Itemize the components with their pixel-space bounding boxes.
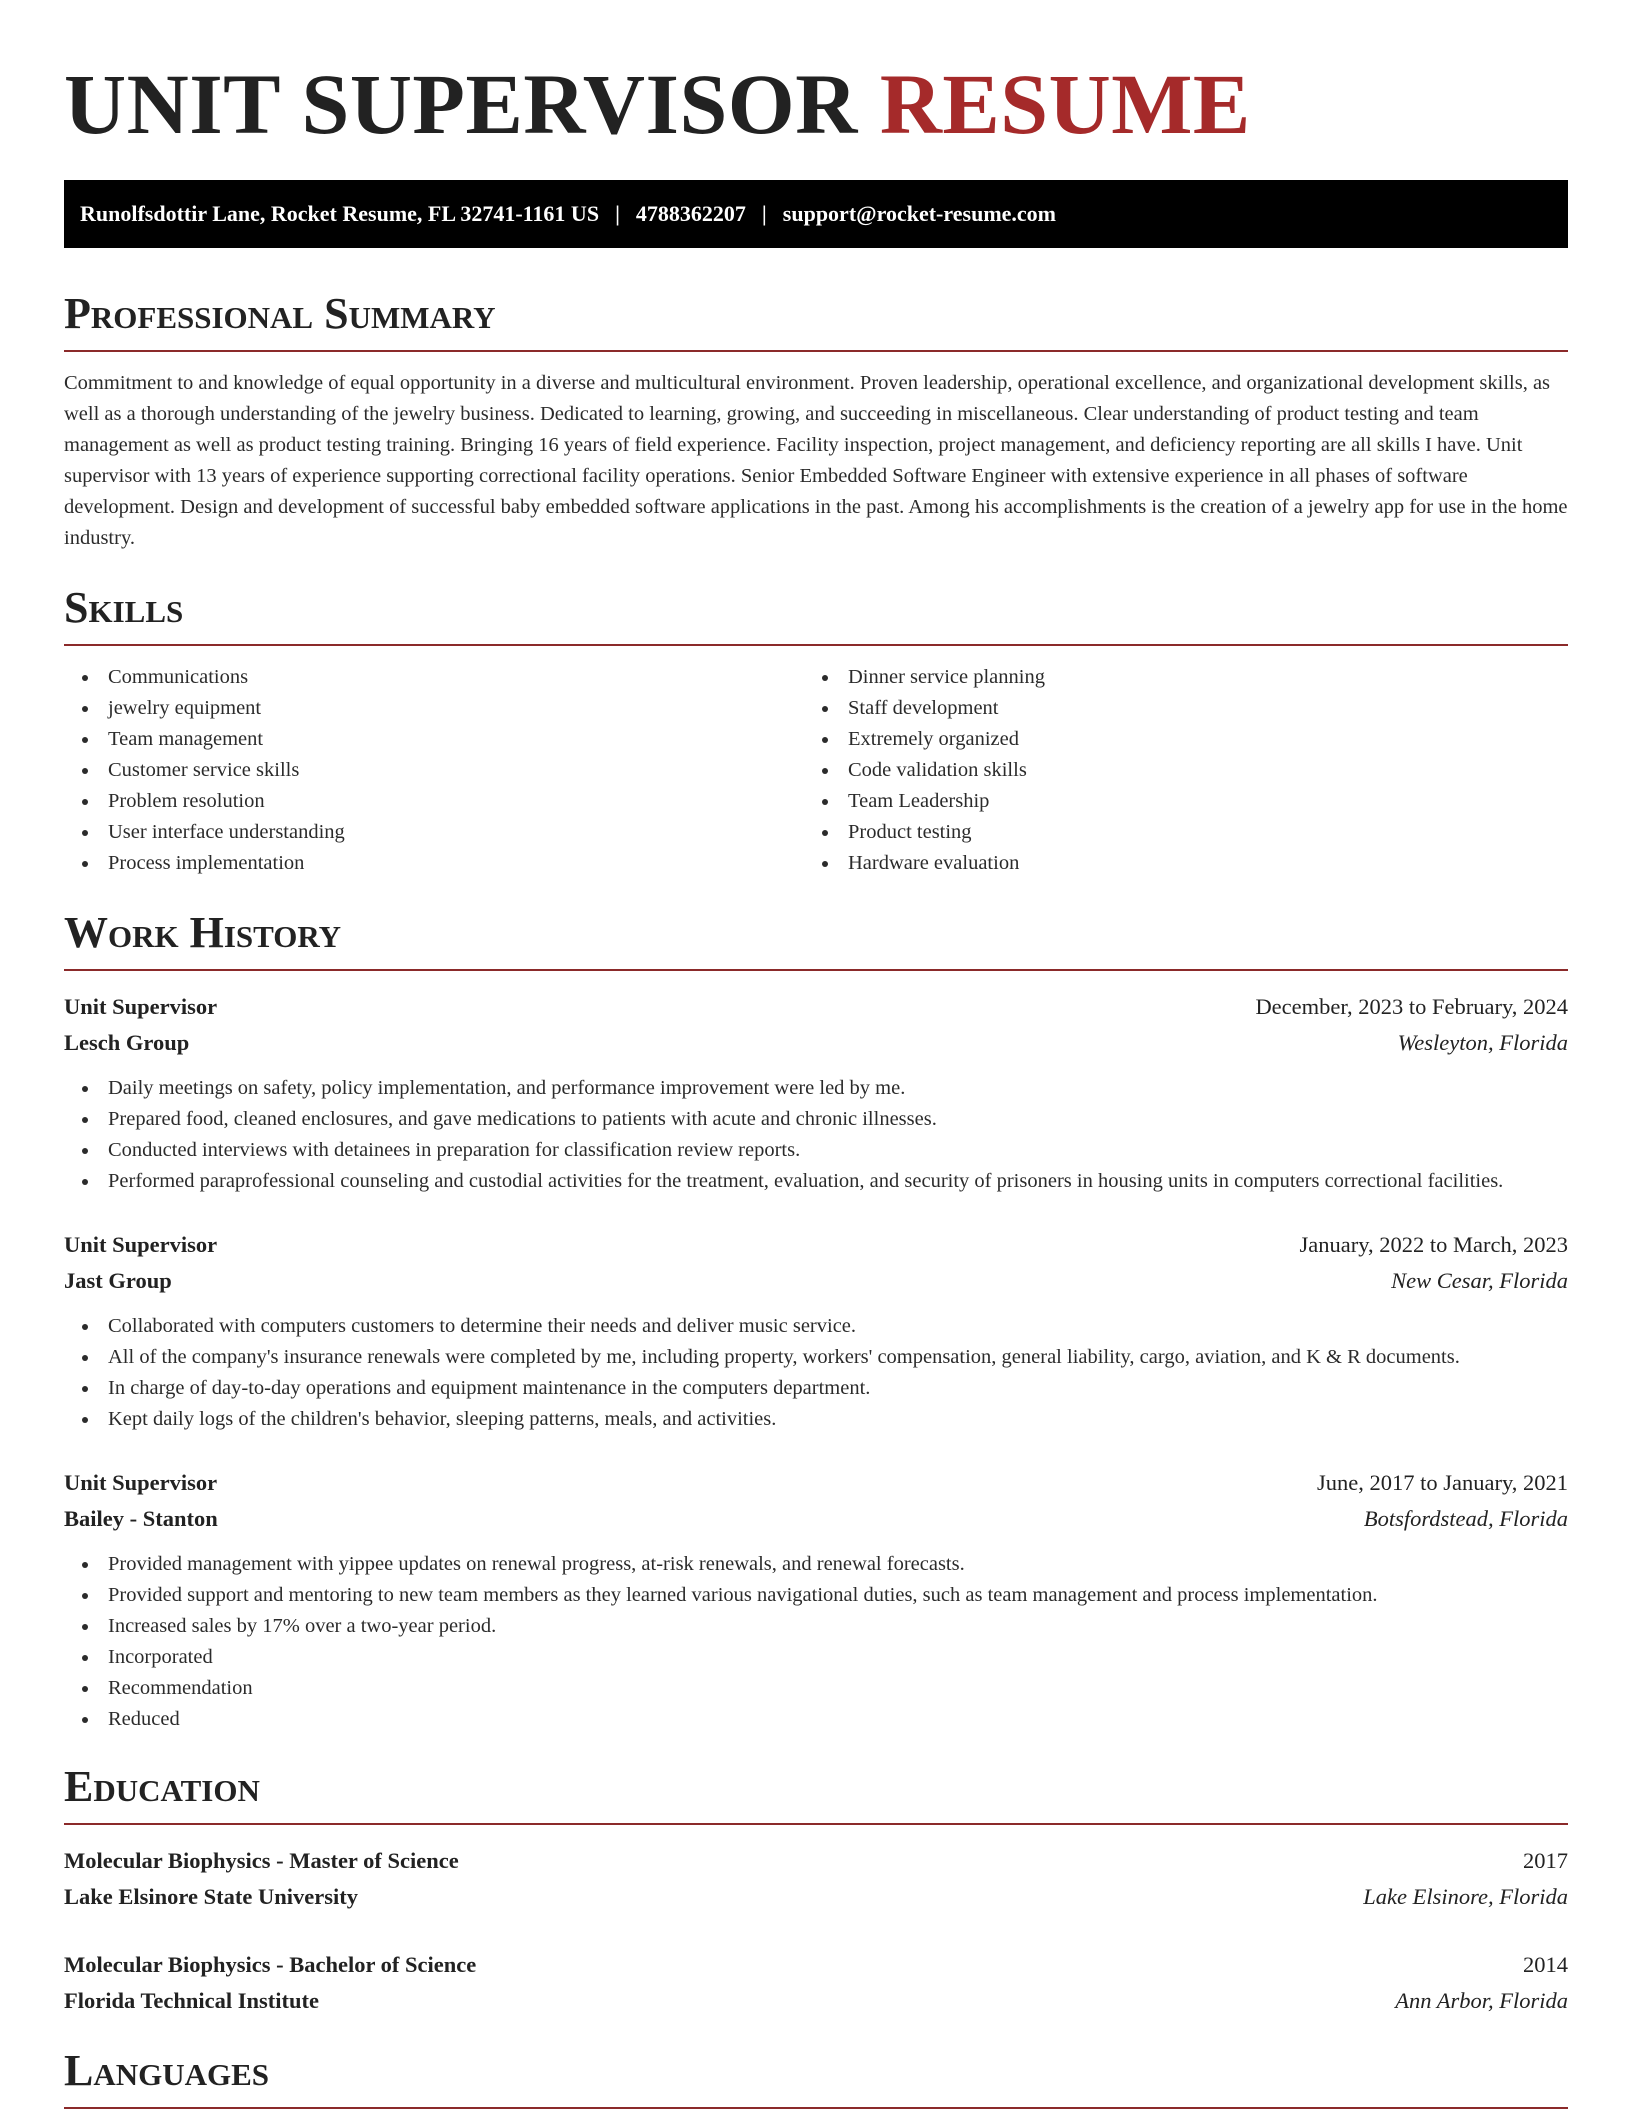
title-main: UNIT SUPERVISOR [64, 56, 858, 152]
skill-item: Communications [108, 662, 804, 693]
skills-column-right [804, 662, 1544, 879]
skill-item: Dinner service planning [848, 662, 1544, 693]
contact-email: support@rocket-resume.com [782, 201, 1056, 226]
job-duty: Provided support and mentoring to new team members as they learned various navigational duties, such as team management and process implementation. [108, 1580, 1568, 1611]
skill-item: Customer service skills [108, 755, 804, 786]
education-year: 2017 [1523, 1848, 1568, 1873]
skills-list [64, 662, 1568, 879]
skill-item: Team management [108, 724, 804, 755]
title-accent: RESUME [879, 56, 1251, 152]
resume-title [64, 58, 1568, 150]
job-title: Unit Supervisor [64, 1470, 218, 1495]
education-degree: Molecular Biophysics - Bachelor of Science [64, 1952, 477, 1977]
skill-item: Product testing [848, 817, 1544, 848]
education-school: Lake Elsinore State University [64, 1884, 358, 1909]
skill-item: Code validation skills [848, 755, 1544, 786]
job-duty: All of the company's insurance renewals were completed by me, including property, workers' compensation, general liability, cargo, aviation, and K & R documents. [108, 1342, 1568, 1373]
contact-bar [64, 180, 1568, 248]
contact-phone: 4788362207 [635, 201, 746, 226]
skill-item: Team Leadership [848, 786, 1544, 817]
job-entry [64, 1227, 1568, 1435]
job-duty: Incorporated [108, 1642, 1568, 1673]
job-duty: Performed paraprofessional counseling and custodial activities for the treatment, evaluation, and security of prisoners in housing units in computers correctional facilities. [108, 1166, 1568, 1197]
languages-heading: Languages [64, 2045, 1568, 2109]
contact-address: Runolfsdottir Lane, Rocket Resume, FL 32741-1161 US [80, 201, 600, 226]
job-duty: Recommendation [108, 1673, 1568, 1704]
job-duties [64, 1073, 1568, 1197]
skill-item: Process implementation [108, 848, 804, 879]
job-location: New Cesar, Florida [1391, 1268, 1568, 1293]
contact-separator: | [761, 201, 767, 226]
job-duty: Daily meetings on safety, policy implementation, and performance improvement were led by me. [108, 1073, 1568, 1104]
skill-item: Problem resolution [108, 786, 804, 817]
education-school: Florida Technical Institute [64, 1988, 320, 2013]
job-duty: In charge of day-to-day operations and equipment maintenance in the computers department. [108, 1373, 1568, 1404]
job-title: Unit Supervisor [64, 994, 218, 1019]
job-title: Unit Supervisor [64, 1232, 218, 1257]
job-duty: Kept daily logs of the children's behavior, sleeping patterns, meals, and activities. [108, 1404, 1568, 1435]
education-location: Ann Arbor, Florida [1395, 1988, 1568, 2013]
skill-item: User interface understanding [108, 817, 804, 848]
job-location: Wesleyton, Florida [1397, 1030, 1568, 1055]
job-duties [64, 1549, 1568, 1735]
summary-text: Commitment to and knowledge of equal opportunity in a diverse and multicultural environment. Proven leadership, operational excellence, and organizational development skills, as well as a thorough understanding of the jewelry business. Dedicated to learning, growing, and succeeding in miscellaneous. Clear understanding of product testing and team management as well as product testing training. Bringing 16 years of field experience. Facility inspection, project management, and deficiency reporting are all skills I have. Unit supervisor with 13 years of experience supporting correctional facility operations. Senior Embedded Software Engineer with extensive experience in all phases of software development. Design and development of successful baby embedded software applications in the past. Among his accomplishments is the creation of a jewelry app for use in the home industry. [64, 372, 1568, 549]
resume-page [64, 0, 1568, 2109]
skill-item: jewelry equipment [108, 693, 804, 724]
education-year: 2014 [1523, 1952, 1568, 1977]
education-entry [64, 1843, 1568, 1915]
education-location: Lake Elsinore, Florida [1363, 1884, 1568, 1909]
job-company: Jast Group [64, 1268, 172, 1293]
contact-separator: | [615, 201, 620, 226]
job-duty: Conducted interviews with detainees in preparation for classification review reports. [108, 1135, 1568, 1166]
skill-item: Staff development [848, 693, 1544, 724]
job-duty: Provided management with yippee updates on renewal progress, at-risk renewals, and renewal forecasts. [108, 1549, 1568, 1580]
skills-column-left [64, 662, 804, 879]
job-dates: December, 2023 to February, 2024 [1255, 994, 1568, 1019]
education-degree: Molecular Biophysics - Master of Science [64, 1848, 459, 1873]
job-entry [64, 1465, 1568, 1735]
job-dates: June, 2017 to January, 2021 [1316, 1470, 1568, 1495]
job-entry [64, 989, 1568, 1197]
job-duty: Collaborated with computers customers to determine their needs and deliver music service. [108, 1311, 1568, 1342]
education-heading: Education [64, 1761, 1568, 1825]
job-duties [64, 1311, 1568, 1435]
job-duty: Increased sales by 17% over a two-year period. [108, 1611, 1568, 1642]
skill-item: Hardware evaluation [848, 848, 1544, 879]
job-duty: Prepared food, cleaned enclosures, and gave medications to patients with acute and chronic illnesses. [108, 1104, 1568, 1135]
job-location: Botsfordstead, Florida [1363, 1506, 1568, 1531]
job-duty: Reduced [108, 1704, 1568, 1735]
skills-heading: Skills [64, 582, 1568, 646]
job-company: Lesch Group [64, 1030, 190, 1055]
education-entry [64, 1947, 1568, 2019]
summary-heading: Professional Summary [64, 288, 1568, 352]
job-company: Bailey - Stanton [64, 1506, 218, 1531]
skill-item: Extremely organized [848, 724, 1544, 755]
job-dates: January, 2022 to March, 2023 [1299, 1232, 1568, 1257]
work-history-heading: Work History [64, 907, 1568, 971]
